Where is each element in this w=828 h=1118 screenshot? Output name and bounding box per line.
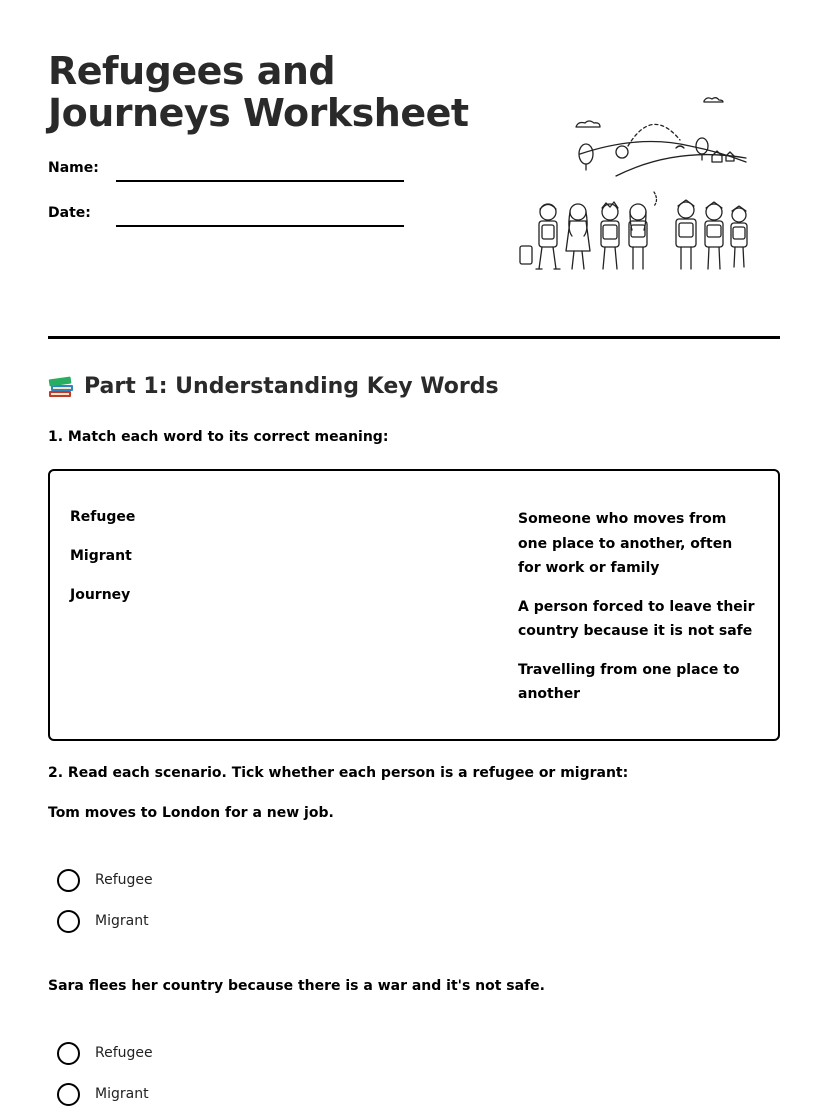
word-item: Journey <box>70 587 131 603</box>
scenario-2-option-refugee[interactable] <box>57 1041 153 1065</box>
scenario-2-option-migrant[interactable] <box>57 1082 149 1106</box>
meaning-item: Travelling from one place to another <box>518 661 740 702</box>
radio-button[interactable] <box>57 1042 80 1065</box>
scenario-1-option-refugee[interactable] <box>57 868 153 892</box>
word-list <box>70 509 135 626</box>
section-divider <box>48 336 780 339</box>
part1-heading-text: Part 1: Understanding Key Words <box>84 374 499 399</box>
question-2: 2. Read each scenario. Tick whether each person is a refugee or migrant: <box>48 765 629 781</box>
radio-button[interactable] <box>57 1083 80 1106</box>
word-item: Migrant <box>70 548 132 564</box>
radio-button[interactable] <box>57 910 80 933</box>
name-label: Name: <box>48 160 99 176</box>
option-label: Refugee <box>95 1045 153 1061</box>
radio-button[interactable] <box>57 869 80 892</box>
name-input-line[interactable] <box>116 180 404 182</box>
scenario-1-text: Tom moves to London for a new job. <box>48 805 334 821</box>
option-label: Refugee <box>95 872 153 888</box>
meaning-item: Someone who moves from one place to another, often for work or family <box>518 511 733 576</box>
option-label: Migrant <box>95 913 149 929</box>
meaning-item: A person forced to leave their country because it is not safe <box>518 598 755 639</box>
worksheet-title: Refugees and Journeys Worksheet <box>48 49 469 135</box>
books-icon <box>48 375 74 399</box>
scenario-2-text: Sara flees her country because there is a war and it's not safe. <box>48 978 545 994</box>
meaning-list <box>518 507 758 721</box>
word-item: Refugee <box>70 509 136 525</box>
option-label: Migrant <box>95 1086 149 1102</box>
date-label: Date: <box>48 205 91 221</box>
date-input-line[interactable] <box>116 225 404 227</box>
matching-box <box>48 469 780 741</box>
scenario-1-option-migrant[interactable] <box>57 909 149 933</box>
part1-heading <box>48 374 499 399</box>
question-1: 1. Match each word to its correct meaning: <box>48 429 389 445</box>
children-journey-illustration <box>516 90 760 286</box>
